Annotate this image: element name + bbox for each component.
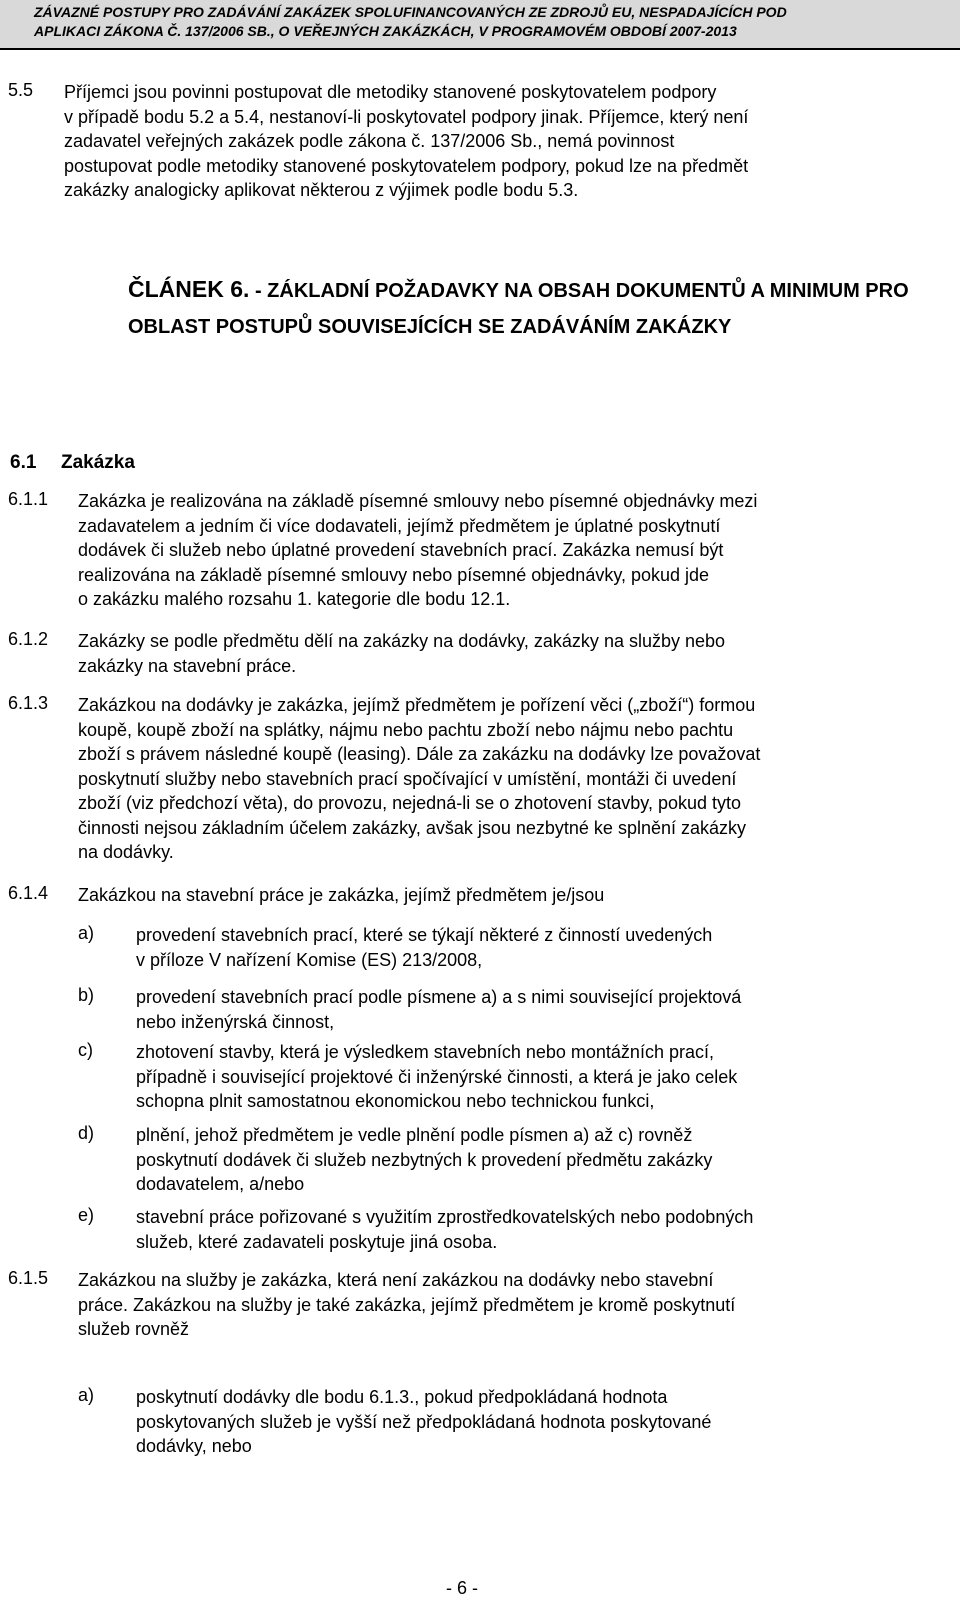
text-line: zakázky na stavební práce. <box>78 655 297 676</box>
list-item-b <box>136 985 928 1034</box>
paragraph-number: 5.5 <box>8 80 34 100</box>
text-line: služeb, které zadavateli poskytuje jiná osoba. <box>136 1231 498 1252</box>
text-line: schopna plnit samostatnou ekonomickou nebo technickou funkci, <box>136 1091 655 1111</box>
list-item-c <box>136 1040 928 1114</box>
list-label: e) <box>78 1205 95 1225</box>
text-line: nebo inženýrská činnost, <box>136 1011 335 1032</box>
text-line: dodavatelem, a/nebo <box>136 1174 305 1194</box>
paragraph-number: 6.1.1 <box>8 489 49 509</box>
text-line: na dodávky. <box>78 842 174 862</box>
page-header <box>0 0 960 50</box>
list-label: b) <box>78 985 95 1005</box>
text-line: provedení stavebních prací podle písmene a) a s nimi související projektová <box>136 987 742 1007</box>
text-line: služeb rovněž <box>78 1319 190 1339</box>
text-line: dodávek či služeb nebo úplatné provedení stavebních prací. Zakázka nemusí být <box>78 540 724 560</box>
text-line: činnosti nejsou základním účelem zakázky, avšak jsou nezbytné ke splnění zakázky <box>78 817 747 838</box>
list-item-a <box>136 923 928 972</box>
text-line: práce. Zakázkou na služby je také zakázka, jejímž předmětem je kromě poskytnutí <box>78 1294 736 1315</box>
paragraph-6-1-1 <box>78 489 928 612</box>
text-line: Zakázky se podle předmětu dělí na zakázky na dodávky, zakázky na služby nebo <box>78 631 726 651</box>
text-line: v případě bodu 5.2 a 5.4, nestanoví-li poskytovatel podpory jinak. Příjemce, který není <box>64 106 749 127</box>
list-label: a) <box>78 923 95 943</box>
page-number: - 6 - <box>446 1578 479 1598</box>
text-line: plnění, jehož předmětem je vedle plnění podle písmen a) až c) rovněž <box>136 1125 693 1145</box>
text-line: v příloze V nařízení Komise (ES) 213/2008, <box>136 949 483 970</box>
list-label: c) <box>78 1040 93 1060</box>
list-label: d) <box>78 1123 95 1143</box>
section-number: 6.1 <box>10 452 37 473</box>
article-title-line-2: OBLAST POSTUPŮ SOUVISEJÍCÍCH SE ZADÁVÁNÍM ZAKÁZKY <box>128 316 732 338</box>
text-line: zadavatelem a jedním či více dodavateli, jejímž předmětem je úplatné poskytnutí <box>78 515 721 536</box>
paragraph-number: 6.1.2 <box>8 629 49 649</box>
text-line: provedení stavebních prací, které se týkají některé z činností uvedených <box>136 925 713 945</box>
text-line: případně i související projektové či inženýrské činnosti, a která je jako celek <box>136 1066 738 1087</box>
text-line: o zakázku malého rozsahu 1. kategorie dle bodu 12.1. <box>78 589 511 609</box>
paragraph-6-1-4-intro: Zakázkou na stavební práce je zakázka, jejímž předmětem je/jsou <box>78 885 605 905</box>
paragraph-number: 6.1.4 <box>8 883 49 903</box>
paragraph-6-1-5 <box>78 1268 928 1342</box>
header-line-1: ZÁVAZNÉ POSTUPY PRO ZADÁVÁNÍ ZAKÁZEK SPOLUFINANCOVANÝCH ZE ZDROJŮ EU, NESPADAJÍCÍCH POD <box>34 4 787 20</box>
text-line: zboží (viz předchozí věta), do provozu, nejedná-li se o zhotovení stavby, pokud tyto <box>78 793 742 813</box>
section-heading <box>10 452 135 474</box>
text-line: poskytovaných služeb je vyšší než předpokládaná hodnota poskytované <box>136 1411 712 1432</box>
article-title-text: - ZÁKLADNÍ POŽADAVKY NA OBSAH DOKUMENTŮ A MINIMUM PRO <box>249 280 909 302</box>
paragraph-number: 6.1.3 <box>8 693 49 713</box>
paragraph-6-1-3 <box>78 693 928 865</box>
text-line: stavební práce pořizované s využitím zprostředkovatelských nebo podobných <box>136 1207 754 1227</box>
text-line: dodávky, nebo <box>136 1436 252 1456</box>
text-line: zakázky analogicky aplikovat některou z výjimek podle bodu 5.3. <box>64 180 579 200</box>
text-line: zadavatel veřejných zakázek podle zákona č. 137/2006 Sb., nemá povinnost <box>64 131 675 151</box>
list-label: a) <box>78 1385 95 1405</box>
text-line: zhotovení stavby, která je výsledkem stavebních nebo montážních prací, <box>136 1042 714 1062</box>
text-line: poskytnutí dodávek či služeb nezbytných k provedení předmětu zakázky <box>136 1149 713 1170</box>
section-title: Zakázka <box>61 452 135 473</box>
text-line: realizována na základě písemné smlouvy nebo písemné objednávky, pokud jde <box>78 564 710 585</box>
list-item-e <box>136 1205 928 1254</box>
text-line: Zakázkou na služby je zakázka, která není zakázkou na dodávky nebo stavební <box>78 1270 714 1290</box>
text-line: Příjemci jsou povinni postupovat dle metodiky stanovené poskytovatelem podpory <box>64 82 717 102</box>
paragraph-6-1-2 <box>78 629 928 678</box>
article-title <box>128 276 909 303</box>
text-line: Zakázkou na dodávky je zakázka, jejímž předmětem je pořízení věci („zboží“) formou <box>78 695 756 715</box>
text-line: postupovat podle metodiky stanovené poskytovatelem podpory, pokud lze na předmět <box>64 155 749 176</box>
paragraph-5-5 <box>64 80 928 203</box>
text-line: poskytnutí dodávky dle bodu 6.1.3., pokud předpokládaná hodnota <box>136 1387 668 1407</box>
text-line: poskytnutí služby nebo stavebních prací spočívající v umístění, montáži či uvedení <box>78 768 737 789</box>
header-line-2: APLIKACI ZÁKONA Č. 137/2006 SB., O VEŘEJNÝCH ZAKÁZKÁCH, V PROGRAMOVÉM OBDOBÍ 2007-2013 <box>34 23 737 39</box>
list-item-a <box>136 1385 928 1459</box>
text-line: zboží s právem následné koupě (leasing). Dále za zakázku na dodávky lze považovat <box>78 744 761 764</box>
text-line: koupě, koupě zboží na splátky, nájmu nebo pachtu zboží nebo nájmu nebo pachtu <box>78 719 734 740</box>
text-line: Zakázka je realizována na základě písemné smlouvy nebo písemné objednávky mezi <box>78 491 758 511</box>
paragraph-number: 6.1.5 <box>8 1268 49 1288</box>
article-number: ČLÁNEK 6. <box>128 276 250 302</box>
list-item-d <box>136 1123 928 1197</box>
